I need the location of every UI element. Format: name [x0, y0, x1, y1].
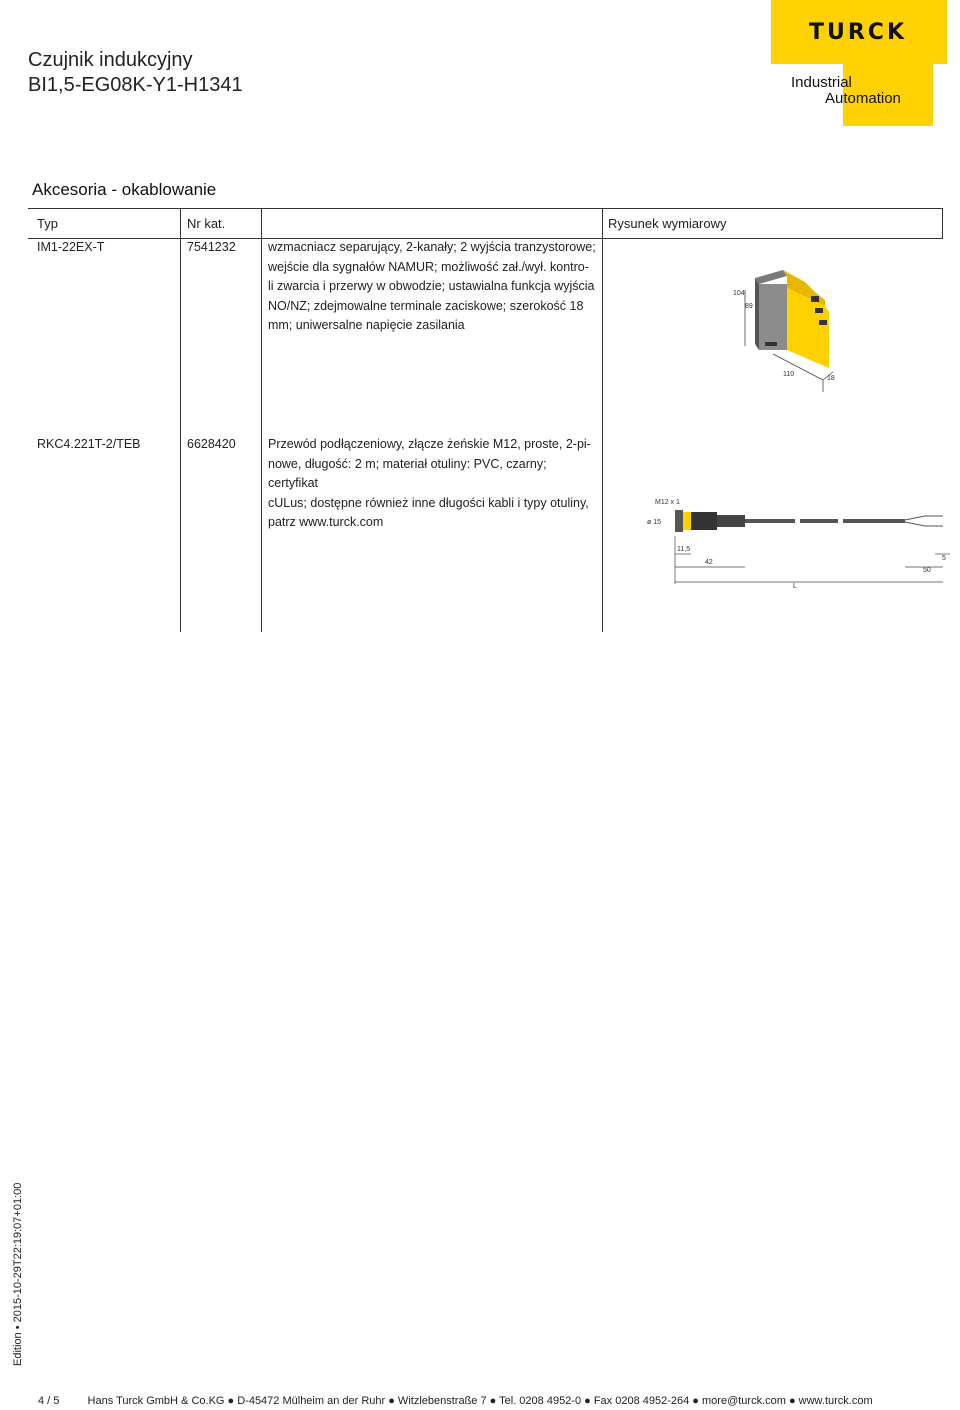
row1-desc-line: NO/NZ; zdejmowalne terminale zaciskowe; szerokość 18 — [268, 298, 584, 313]
row2-description — [268, 435, 598, 533]
row2-desc-line: Przewód podłączeniowy, złącze żeńskie M12, proste, 2-pi- — [268, 437, 591, 451]
page-title — [28, 48, 243, 98]
column-divider-3 — [602, 208, 603, 632]
column-header-cat: Nr kat. — [187, 216, 226, 231]
dim-label: 5 — [942, 555, 946, 562]
logo-sub-automation: Automation — [825, 90, 901, 107]
dim-label: ø 15 — [647, 519, 662, 526]
row2-desc-line: cULus; dostępne również inne długości kabli i typy otuliny, — [268, 495, 589, 510]
row1-cat: 7541232 — [187, 240, 236, 254]
row1-desc-line: wejście dla sygnałów NAMUR; możliwość zał./wył. kontro- — [268, 259, 589, 274]
row1-desc-line: li zwarcia i przerwy w obwodzie; ustawialna funkcja wyjścia — [268, 279, 595, 293]
row1-type: IM1-22EX-T — [37, 240, 105, 254]
row2-desc-line: nowe, długość: 2 m; materiał otuliny: PVC, czarny; certyfikat — [268, 456, 547, 490]
column-divider-1 — [180, 208, 181, 632]
dim-label: 18 — [827, 375, 835, 382]
column-divider-2 — [261, 208, 262, 632]
row2-desc-line: patrz www.turck.com — [268, 515, 384, 529]
company-info: Hans Turck GmbH & Co.KG ● D-45472 Mülheim an der Ruhr ● Witzlebenstraße 7 ● Tel. 0208 4952-0 ● Fax 0208 4952-264 ● more@turck.com ● www.turck.com — [87, 1395, 873, 1407]
column-header-type: Typ — [37, 216, 58, 231]
row1-desc-line: mm; uniwersalne napięcie zasilania — [268, 318, 465, 332]
page-footer — [38, 1395, 873, 1407]
logo-brand: TURCK — [808, 20, 907, 45]
title-line-1: Czujnik indukcyjny — [28, 49, 193, 71]
dim-label: 110 — [783, 371, 795, 378]
turck-logo — [771, 0, 947, 126]
logo-sub-industrial: Industrial — [791, 74, 852, 91]
dim-label: L — [793, 583, 797, 590]
dim-label: 89 — [745, 303, 753, 310]
edition-stamp: Edition • 2015-10-29T22:19:07+01:00 — [12, 1182, 24, 1366]
row1-description — [268, 238, 598, 336]
dim-label: M12 x 1 — [655, 499, 680, 506]
table-top-rule — [28, 208, 943, 209]
row2-cat: 6628420 — [187, 437, 236, 451]
dim-label: 42 — [705, 559, 713, 566]
title-line-2: BI1,5-EG08K-Y1-H1341 — [28, 74, 243, 96]
row2-type: RKC4.221T-2/TEB — [37, 437, 141, 451]
isolator-drawing — [725, 262, 855, 400]
column-header-drawing: Rysunek wymiarowy — [608, 216, 727, 231]
table-header-right-edge — [942, 208, 943, 239]
section-heading: Akcesoria - okablowanie — [32, 180, 217, 199]
page-number: 4 / 5 — [38, 1395, 60, 1407]
row1-desc-line: wzmacniacz separujący, 2-kanały; 2 wyjścia tranzystorowe; — [268, 240, 596, 254]
dim-label: 50 — [923, 567, 931, 574]
cable-drawing — [645, 492, 950, 592]
dim-label: 104 — [733, 290, 745, 297]
dim-label: 11,5 — [677, 546, 691, 553]
